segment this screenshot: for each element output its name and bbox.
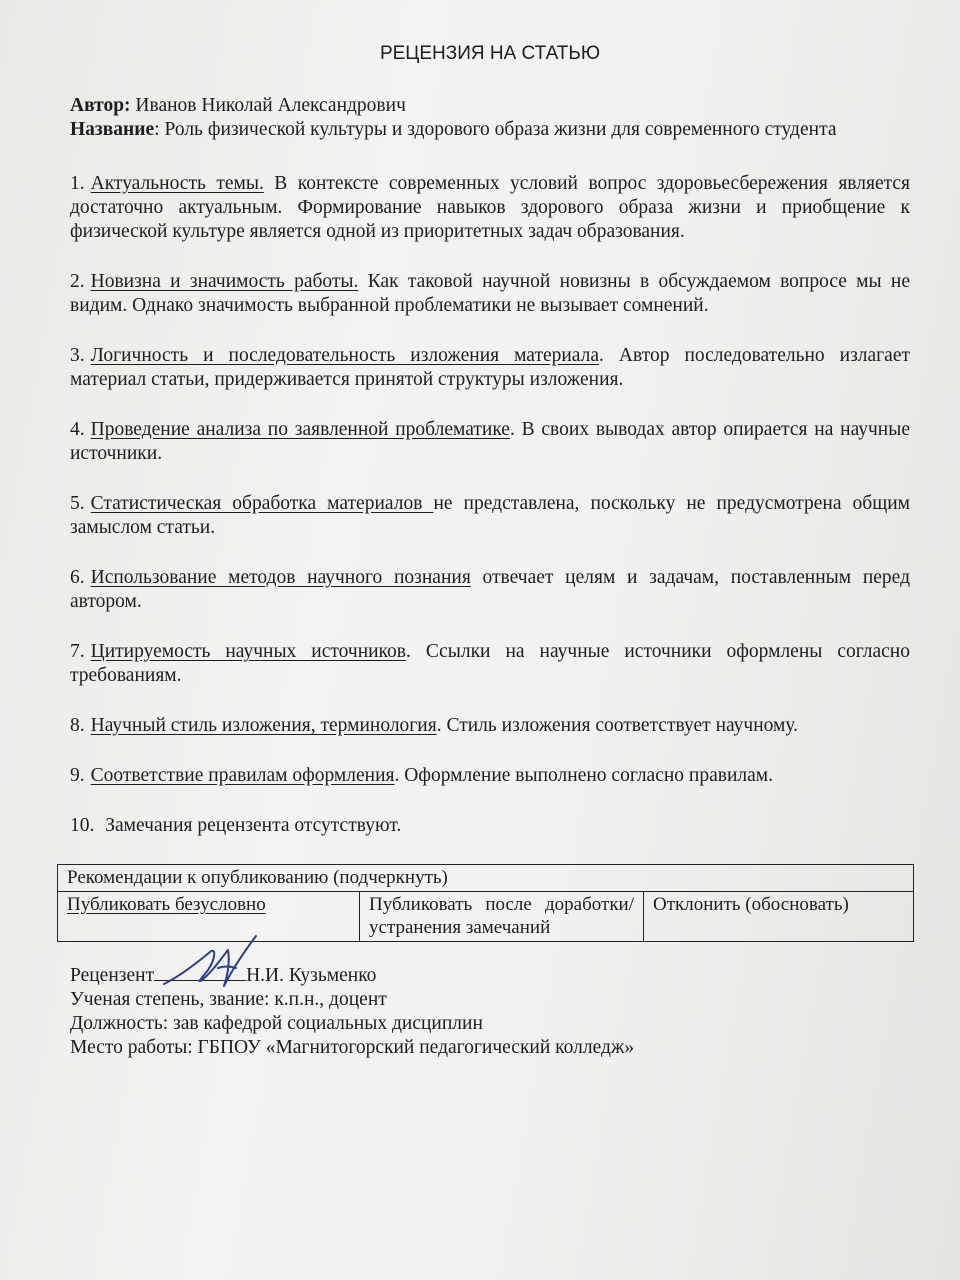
option-publish-after-revision	[360, 892, 644, 942]
criterion-heading: Логичность и последовательность изложения материала	[90, 345, 600, 366]
criterion-heading: Проведение анализа по заявленной проблематике	[90, 419, 510, 440]
reviewer-name: Н.И. Кузьменко	[246, 965, 377, 986]
recommendation-header: Рекомендации к опубликованию (подчеркнуть)	[58, 865, 914, 892]
criterion-item	[70, 714, 910, 738]
review-criteria-list	[70, 172, 910, 838]
signature-row	[70, 962, 910, 988]
criterion-item	[70, 492, 910, 540]
author-value: Иванов Николай Александрович	[130, 95, 406, 116]
reviewer-block	[70, 962, 910, 1060]
criterion-text: . В своих выводах автор опирается на научные источники.	[70, 419, 910, 464]
criterion-text: . Ссылки на научные источники оформлены согласно требованиям.	[70, 641, 910, 686]
criterion-number: 4.	[70, 419, 85, 440]
criterion-text: . Стиль изложения соответствует научному.	[436, 715, 799, 736]
criterion-text: В контексте современных условий вопрос здоровьесбережения является достаточно актуальным. Формирование навыков здорового образа жизни и приобщение к физической культуре является одной из приоритетных задач образования.	[70, 173, 910, 242]
handwritten-signature	[158, 922, 278, 1002]
criterion-number: 8.	[70, 715, 85, 736]
criterion-item	[70, 418, 910, 466]
criterion-text: . Автор последовательно излагает материал статьи, придерживается принятой структуры изложения.	[70, 345, 911, 390]
criterion-number: 10.	[70, 815, 95, 836]
criterion-heading: Цитируемость научных источников	[90, 641, 406, 662]
criterion-text: Замечания рецензента отсутствуют.	[100, 815, 402, 836]
criterion-item	[70, 172, 910, 244]
criterion-heading: Статистическая обработка материалов	[90, 493, 434, 514]
page-title: РЕЦЕНЗИЯ НА СТАТЬЮ	[379, 43, 601, 64]
option-reject	[644, 892, 914, 942]
criterion-item	[70, 814, 910, 838]
criterion-heading: Актуальность темы.	[90, 173, 264, 194]
criterion-item	[70, 566, 910, 614]
reviewer-workplace: Место работы: ГБПОУ «Магнитогорский педагогический колледж»	[70, 1037, 635, 1058]
criterion-text: отвечает целям и задачам, поставленным перед автором.	[70, 567, 910, 612]
article-title-value: : Роль физической культуры и здорового образа жизни для современного студента	[154, 119, 837, 140]
criterion-item	[70, 640, 910, 688]
option-label: Публиковать безусловно	[67, 894, 266, 915]
criterion-text: не представлена, поскольку не предусмотрена общим замыслом статьи.	[70, 493, 910, 538]
option-label: Публиковать после доработки/устранения замечаний	[369, 894, 634, 938]
article-title-line	[70, 118, 910, 142]
criterion-text: Как таковой научной новизны в обсуждаемом вопросе мы не видим. Однако значимость выбранной проблематики не вызывает сомнений.	[70, 271, 910, 316]
author-line	[70, 94, 910, 118]
criterion-item	[70, 344, 910, 392]
reviewer-position: Должность: зав кафедрой социальных дисциплин	[70, 1013, 483, 1034]
criterion-number: 9.	[70, 765, 85, 786]
criterion-number: 3.	[70, 345, 85, 366]
reviewer-label: Рецензент	[70, 965, 155, 986]
criterion-heading: Использование методов научного познания	[90, 567, 471, 588]
option-label: Отклонить (обосновать)	[653, 894, 849, 915]
reviewer-degree: Ученая степень, звание: к.п.н., доцент	[70, 989, 387, 1010]
author-label: Автор:	[70, 95, 131, 116]
criterion-number: 7.	[70, 641, 85, 662]
article-title-label: Название	[70, 119, 155, 140]
review-document	[67, 42, 911, 1060]
criterion-item	[70, 270, 910, 318]
criterion-text: . Оформление выполнено согласно правилам.	[394, 765, 774, 786]
criterion-heading: Научный стиль изложения, терминология	[90, 715, 437, 736]
criterion-number: 2.	[70, 271, 85, 292]
criterion-number: 1.	[70, 173, 85, 194]
criterion-heading: Новизна и значимость работы.	[90, 271, 359, 292]
criterion-number: 6.	[70, 567, 85, 588]
criterion-item	[70, 764, 910, 788]
criterion-heading: Соответствие правилам оформления	[90, 765, 395, 786]
criterion-number: 5.	[70, 493, 85, 514]
